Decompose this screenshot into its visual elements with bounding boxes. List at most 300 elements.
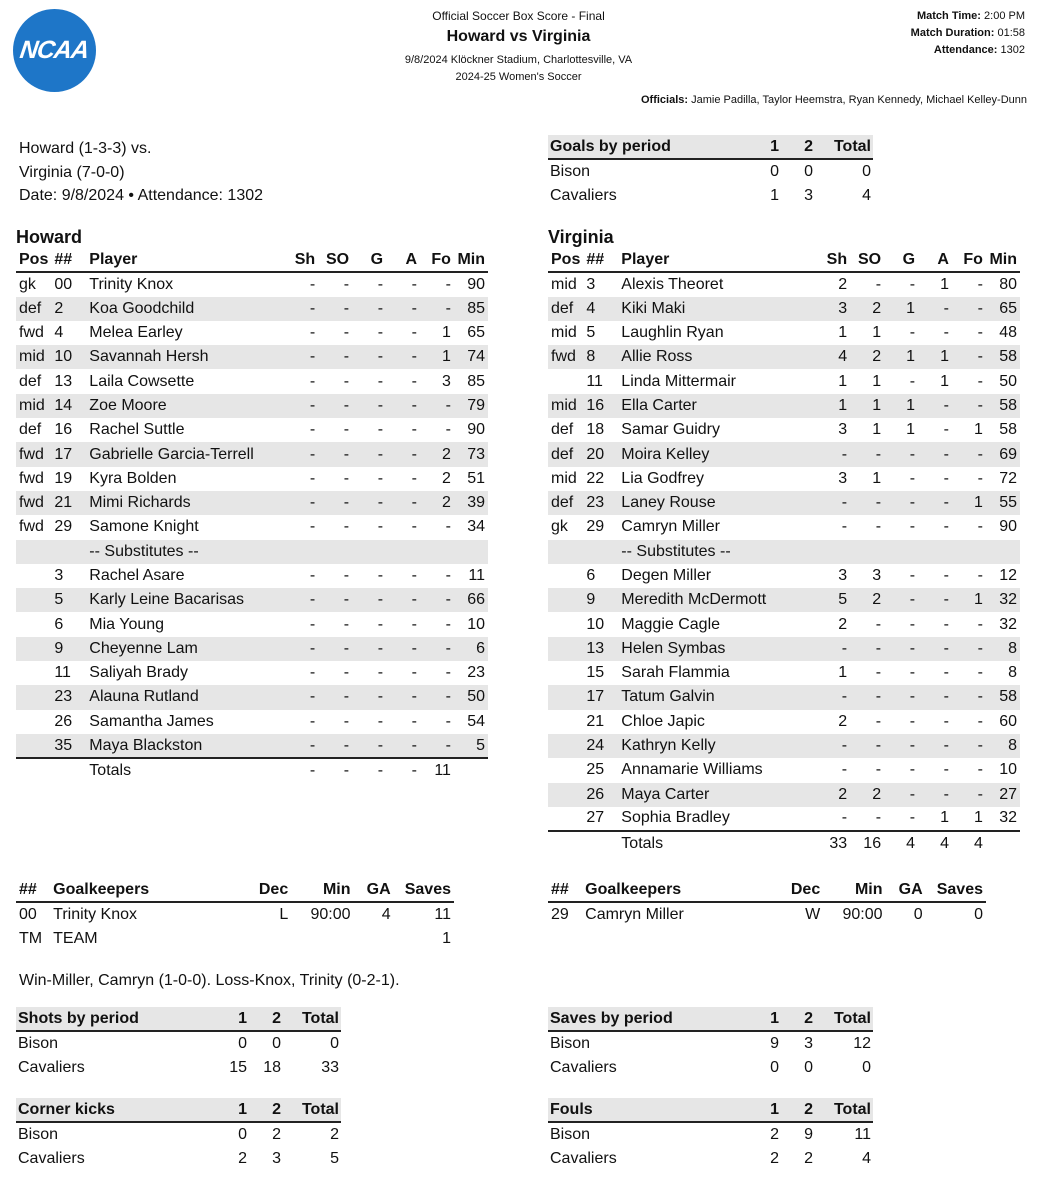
- cell-pos: [548, 564, 583, 588]
- cell-player: Laughlin Ryan: [621, 324, 724, 342]
- cell-assists: 1: [940, 372, 949, 390]
- cell-number: 2: [51, 297, 86, 321]
- cell-pos: [548, 612, 583, 636]
- cell-period-2: 2: [272, 1125, 281, 1143]
- player-row: [16, 710, 488, 734]
- cell-shots-on-goal: 1: [872, 324, 882, 342]
- total-pos: [548, 831, 583, 855]
- cell-player: Cheyenne Lam: [86, 637, 284, 661]
- cell-period-1: 0: [238, 1034, 247, 1052]
- player-row: [548, 783, 1020, 807]
- cell-minutes: 23: [467, 664, 485, 682]
- cell-number: 17: [583, 685, 618, 709]
- cell-fouls: -: [420, 734, 454, 758]
- cell-fouls: -: [977, 324, 983, 342]
- col-header-fouls: Fo: [952, 248, 986, 272]
- cell-assists: -: [386, 394, 420, 418]
- cell-shots: 4: [816, 345, 850, 369]
- cell-assists: -: [386, 734, 420, 758]
- cell-period-2: 3: [804, 1034, 813, 1052]
- cell-number: 3: [54, 567, 64, 584]
- col-header-saves: Saves: [394, 878, 454, 902]
- period-title: Shots by period: [16, 1007, 213, 1031]
- cell-shots-on-goal: 2: [850, 588, 884, 612]
- cell-shots-on-goal: -: [875, 761, 882, 779]
- cell-goals: -: [884, 637, 918, 661]
- cell-minutes: 51: [467, 469, 485, 487]
- player-row: [548, 807, 1020, 831]
- cell-fouls: -: [952, 734, 986, 758]
- cell-shots: -: [284, 637, 318, 661]
- col-header-fouls: Fo: [420, 248, 454, 272]
- col-header-period-2: 2: [781, 1007, 815, 1031]
- cell-blank: [51, 540, 86, 564]
- cell-minutes: 60: [999, 712, 1017, 730]
- cell-pos: [548, 734, 583, 758]
- player-row: [16, 369, 488, 393]
- goalkeeper-row: [16, 927, 454, 951]
- cell-number: 11: [54, 664, 71, 682]
- cell-shots: -: [284, 685, 318, 709]
- ncaa-logo-text: NCAA: [18, 36, 91, 64]
- cell-blank: [318, 540, 352, 564]
- venue-line: 9/8/2024 Klöckner Stadium, Charlottesville, VA: [404, 54, 633, 66]
- cell-total: 12: [853, 1034, 871, 1052]
- cell-shots-on-goal: -: [875, 809, 882, 827]
- col-header-assists: A: [918, 248, 952, 272]
- cell-minutes: 8: [986, 637, 1020, 661]
- cell-fouls: 1: [952, 588, 986, 612]
- totals-row: [548, 831, 1020, 855]
- cell-assists: 1: [918, 345, 952, 369]
- header-row: [16, 248, 488, 272]
- cell-minutes: 54: [467, 712, 485, 730]
- col-header-total: Total: [283, 1098, 341, 1122]
- cell-assists: 1: [940, 809, 949, 827]
- match-time: Match Time: 2:00 PM: [916, 10, 1025, 22]
- cell-pos: mid: [16, 394, 51, 418]
- player-row: [548, 467, 1020, 491]
- col-header-period-2: 2: [249, 1098, 283, 1122]
- col-header-number: ##: [583, 248, 618, 272]
- cell-blank: [583, 540, 618, 564]
- cell-period-2: 0: [804, 162, 813, 180]
- cell-goals: -: [352, 588, 386, 612]
- col-header-total: Total: [815, 1007, 873, 1031]
- total-assists: 4: [918, 831, 952, 855]
- cell-goalkeeper: TEAM: [53, 929, 98, 947]
- total-shots: -: [284, 758, 318, 782]
- cell-goals: -: [377, 324, 384, 342]
- cell-saves: 0: [974, 905, 983, 923]
- cell-player: Linda Mittermair: [621, 372, 736, 390]
- howard-title: Howard: [16, 227, 83, 247]
- cell-player: Lia Godfrey: [621, 469, 705, 487]
- player-row: [548, 564, 1020, 588]
- cell-minutes: 90: [467, 275, 485, 293]
- total-number: [51, 758, 86, 782]
- cell-assists: -: [411, 712, 417, 730]
- cell-minutes: 8: [986, 734, 1020, 758]
- cell-shots: -: [841, 518, 848, 536]
- cell-number: 25: [586, 761, 605, 779]
- cell-shots: 3: [838, 567, 848, 584]
- cell-period-1: 2: [238, 1149, 247, 1167]
- team-name: Cavaliers: [550, 186, 617, 204]
- cell-goals: 1: [884, 297, 918, 321]
- total-player: Totals: [618, 831, 816, 855]
- cell-shots: -: [816, 637, 850, 661]
- cell-shots: -: [309, 275, 316, 293]
- cell-pos: [548, 807, 583, 831]
- period-row: [548, 159, 873, 183]
- cell-number: 23: [51, 685, 86, 709]
- col-header-minutes: Min: [291, 878, 353, 902]
- period-row: [548, 1122, 873, 1146]
- cell-pos: [548, 710, 583, 734]
- cell-player: Allie Ross: [618, 345, 816, 369]
- cell-assists: -: [411, 421, 417, 439]
- cell-minutes: 27: [986, 783, 1020, 807]
- report-title: Howard vs Virginia: [446, 28, 591, 45]
- cell-minutes: 90: [467, 421, 485, 439]
- cell-shots-on-goal: -: [318, 685, 352, 709]
- cell-number: 23: [583, 491, 618, 515]
- col-header-total: Total: [283, 1007, 341, 1031]
- col-header-goals-against: GA: [354, 878, 394, 902]
- cell-minutes: 65: [986, 297, 1020, 321]
- cell-number: 9: [51, 637, 86, 661]
- cell-fouls: -: [445, 275, 451, 293]
- cell-goals: -: [884, 685, 918, 709]
- totals-row: [16, 758, 488, 782]
- player-row: [548, 612, 1020, 636]
- col-header-assists: A: [386, 248, 420, 272]
- cell-shots: 1: [838, 372, 848, 390]
- cell-pos: fwd: [19, 324, 44, 342]
- cell-fouls: -: [977, 712, 983, 730]
- player-row: [16, 394, 488, 418]
- cell-pos: def: [548, 442, 583, 466]
- cell-assists: -: [918, 685, 952, 709]
- period-row: [548, 1147, 873, 1171]
- cell-number: 4: [54, 324, 64, 342]
- cell-minutes: 74: [454, 345, 488, 369]
- cell-goals: -: [352, 637, 386, 661]
- cell-assists: -: [918, 491, 952, 515]
- cell-pos: def: [548, 491, 583, 515]
- cell-minutes: 90:00: [310, 905, 351, 923]
- total-shots-on-goal: -: [318, 758, 352, 782]
- cell-shots: -: [309, 469, 316, 487]
- cell-decision: L: [279, 905, 289, 923]
- virginia-title: Virginia: [548, 227, 614, 247]
- cell-minutes: 55: [986, 491, 1020, 515]
- cell-number: 3: [586, 275, 596, 293]
- fouls-table: [548, 1098, 873, 1171]
- cell-shots: 2: [838, 615, 848, 633]
- cell-minutes: 8: [1008, 664, 1017, 682]
- player-row: [548, 491, 1020, 515]
- cell-assists: -: [411, 518, 417, 536]
- howard-section: [16, 227, 488, 783]
- player-row: [548, 321, 1020, 345]
- cell-minutes: 11: [468, 567, 485, 584]
- cell-blank: [884, 540, 918, 564]
- player-row: [16, 734, 488, 758]
- cell-pos: mid: [16, 345, 51, 369]
- player-row: [16, 272, 488, 296]
- cell-total: 0: [862, 162, 871, 180]
- cell-fouls: -: [977, 518, 983, 536]
- cell-goals: -: [377, 469, 384, 487]
- cell-shots: -: [284, 588, 318, 612]
- player-row: [548, 369, 1020, 393]
- cell-goals: 1: [906, 421, 916, 439]
- cell-goals: -: [909, 761, 916, 779]
- col-header-pos: Pos: [548, 248, 583, 272]
- col-header-period-1: 1: [213, 1007, 249, 1031]
- cell-goals: -: [377, 567, 384, 584]
- cell-player: Koa Goodchild: [86, 297, 284, 321]
- team-name: Cavaliers: [18, 1058, 85, 1076]
- cell-fouls: 1: [442, 324, 451, 342]
- cell-pos: fwd: [16, 442, 51, 466]
- cell-fouls: -: [445, 615, 451, 633]
- cell-pos: mid: [548, 394, 583, 418]
- cell-player: Rachel Suttle: [89, 421, 185, 439]
- cell-assists: -: [943, 664, 949, 682]
- total-shots: 33: [816, 831, 850, 855]
- cell-number: 9: [583, 588, 618, 612]
- cell-blank: [16, 540, 51, 564]
- total-goals: -: [352, 758, 386, 782]
- cell-goals-against: [354, 927, 394, 951]
- cell-shots: -: [284, 734, 318, 758]
- cell-pos: [548, 588, 583, 612]
- cell-goals: -: [352, 734, 386, 758]
- cell-assists: -: [918, 783, 952, 807]
- period-title: Corner kicks: [16, 1098, 213, 1122]
- cell-pos: [16, 685, 51, 709]
- cell-minutes: 10: [467, 615, 485, 633]
- cell-decision: [251, 927, 291, 951]
- cell-assists: -: [386, 491, 420, 515]
- cell-fouls: -: [977, 372, 983, 390]
- cell-number: 16: [583, 394, 618, 418]
- cell-fouls: -: [420, 637, 454, 661]
- saves-table: [548, 1007, 873, 1080]
- cell-goals: -: [352, 491, 386, 515]
- player-row: [548, 345, 1020, 369]
- cell-period-2: 9: [804, 1125, 813, 1143]
- cell-minutes: 85: [454, 297, 488, 321]
- cell-goals: -: [377, 712, 384, 730]
- cell-number: 00: [19, 905, 37, 923]
- period-title: Fouls: [548, 1098, 745, 1122]
- cell-goals: -: [884, 783, 918, 807]
- cell-assists: -: [411, 615, 417, 633]
- cell-player: Samar Guidry: [621, 421, 720, 439]
- cell-assists: -: [386, 297, 420, 321]
- howard-box-table: [16, 248, 488, 783]
- cell-minutes: 65: [467, 324, 485, 342]
- cell-pos: mid: [551, 275, 577, 293]
- player-row: [16, 515, 488, 539]
- player-row: [548, 418, 1020, 442]
- cell-number: 6: [586, 567, 596, 584]
- cell-shots-on-goal: -: [850, 491, 884, 515]
- gk-header-row: [16, 878, 454, 902]
- col-header-number: ##: [16, 878, 50, 902]
- cell-pos: [16, 661, 51, 685]
- cell-pos: [16, 710, 51, 734]
- total-minutes: [986, 831, 1020, 855]
- cell-blank: [420, 540, 454, 564]
- cell-pos: def: [551, 421, 574, 439]
- cell-fouls: 1: [974, 421, 983, 439]
- cell-number: 6: [54, 615, 64, 633]
- cell-assists: -: [411, 469, 417, 487]
- cell-pos: fwd: [548, 345, 583, 369]
- cell-number: 20: [583, 442, 618, 466]
- shots-table: [16, 1007, 341, 1080]
- player-row: [548, 637, 1020, 661]
- cell-number: 00: [54, 275, 73, 293]
- player-row: [548, 588, 1020, 612]
- cell-shots-on-goal: 1: [872, 469, 882, 487]
- cell-shots: 2: [838, 712, 848, 730]
- cell-fouls: 3: [442, 372, 451, 390]
- cell-minutes: 73: [454, 442, 488, 466]
- cell-shots: -: [309, 712, 316, 730]
- cell-total: 4: [862, 186, 871, 204]
- cell-shots-on-goal: -: [343, 324, 350, 342]
- cell-number: 26: [583, 783, 618, 807]
- cell-shots-on-goal: 2: [850, 297, 884, 321]
- col-header-total: Total: [815, 1098, 873, 1122]
- col-header-saves: Saves: [926, 878, 986, 902]
- decision-note: Win-Miller, Camryn (1-0-0). Loss-Knox, Trinity (0-2-1).: [19, 972, 400, 989]
- period-title: Goals by period: [548, 135, 745, 159]
- cell-shots: -: [309, 372, 316, 390]
- cell-goals: -: [909, 324, 916, 342]
- cell-fouls: -: [952, 297, 986, 321]
- cell-minutes: 34: [467, 518, 485, 536]
- cell-fouls: -: [952, 442, 986, 466]
- cell-shots: -: [284, 442, 318, 466]
- cell-goals: -: [884, 588, 918, 612]
- cell-shots: -: [284, 345, 318, 369]
- summary-date: Date: 9/8/2024 • Attendance: 1302: [19, 187, 264, 204]
- cell-minutes: 85: [467, 372, 485, 390]
- cell-assists: -: [943, 567, 949, 584]
- col-header-decision: Dec: [251, 878, 291, 902]
- cell-pos: fwd: [19, 518, 44, 536]
- player-row: [16, 491, 488, 515]
- cell-blank: [850, 540, 884, 564]
- cell-goals: -: [377, 518, 384, 536]
- cell-pos: fwd: [19, 469, 44, 487]
- cell-period-1: 1: [770, 186, 779, 204]
- col-header-period-1: 1: [745, 1007, 781, 1031]
- col-header-pos: Pos: [16, 248, 51, 272]
- cell-fouls: -: [420, 685, 454, 709]
- cell-number: 19: [54, 469, 73, 487]
- cell-goals: -: [352, 394, 386, 418]
- summary-away: Virginia (7-0-0): [19, 163, 125, 181]
- cell-blank: [548, 540, 583, 564]
- cell-number: 35: [51, 734, 86, 758]
- player-row: [548, 661, 1020, 685]
- cell-goals: -: [909, 712, 916, 730]
- cell-assists: -: [943, 761, 949, 779]
- match-info: [911, 8, 1025, 59]
- cell-number: 24: [583, 734, 618, 758]
- col-header-shots: Sh: [284, 248, 318, 272]
- cell-player: Alauna Rutland: [86, 685, 284, 709]
- cell-number: 21: [51, 491, 86, 515]
- cell-assists: -: [386, 345, 420, 369]
- cell-total: 4: [862, 1149, 871, 1167]
- cell-number: 10: [586, 615, 605, 633]
- cell-assists: -: [943, 324, 949, 342]
- cell-fouls: -: [445, 518, 451, 536]
- cell-shots: -: [841, 809, 848, 827]
- cell-blank: [386, 540, 420, 564]
- cell-blank: [284, 540, 318, 564]
- cell-blank: [816, 540, 850, 564]
- cell-goalkeeper: Camryn Miller: [585, 905, 684, 923]
- cell-total: 0: [862, 1058, 871, 1076]
- cell-goals: -: [884, 442, 918, 466]
- cell-period-1: 0: [770, 1058, 779, 1076]
- cell-player: Moira Kelley: [618, 442, 816, 466]
- total-goals: 4: [884, 831, 918, 855]
- cell-assists: -: [943, 469, 949, 487]
- cell-minutes: 79: [454, 394, 488, 418]
- cell-fouls: -: [445, 712, 451, 730]
- substitutes-row: [548, 540, 1020, 564]
- cell-shots: 1: [838, 324, 848, 342]
- cell-total: 5: [330, 1149, 339, 1167]
- cell-fouls: 2: [420, 491, 454, 515]
- period-row: [16, 1031, 341, 1055]
- cell-pos: [548, 685, 583, 709]
- cell-fouls: 1: [952, 491, 986, 515]
- cell-shots-on-goal: -: [343, 421, 350, 439]
- cell-shots-on-goal: -: [343, 712, 350, 730]
- col-header-minutes: Min: [823, 878, 885, 902]
- cell-fouls: -: [977, 567, 983, 584]
- cell-assists: -: [943, 712, 949, 730]
- cell-goals: -: [909, 567, 916, 584]
- cell-player: Maya Blackston: [86, 734, 284, 758]
- cell-fouls: -: [420, 588, 454, 612]
- cell-fouls: -: [977, 469, 983, 487]
- cell-shots-on-goal: 1: [872, 421, 882, 439]
- col-header-goalkeeper: Goalkeepers: [582, 878, 783, 902]
- cell-player: Annamarie Williams: [621, 761, 763, 779]
- cell-number: 29: [586, 518, 605, 536]
- cell-assists: -: [943, 421, 949, 439]
- cell-player: Saliyah Brady: [89, 664, 189, 682]
- cell-shots-on-goal: -: [343, 469, 350, 487]
- cell-fouls: -: [420, 394, 454, 418]
- cell-player: Gabrielle Garcia-Terrell: [86, 442, 284, 466]
- player-row: [548, 758, 1020, 782]
- cell-shots: -: [309, 567, 316, 584]
